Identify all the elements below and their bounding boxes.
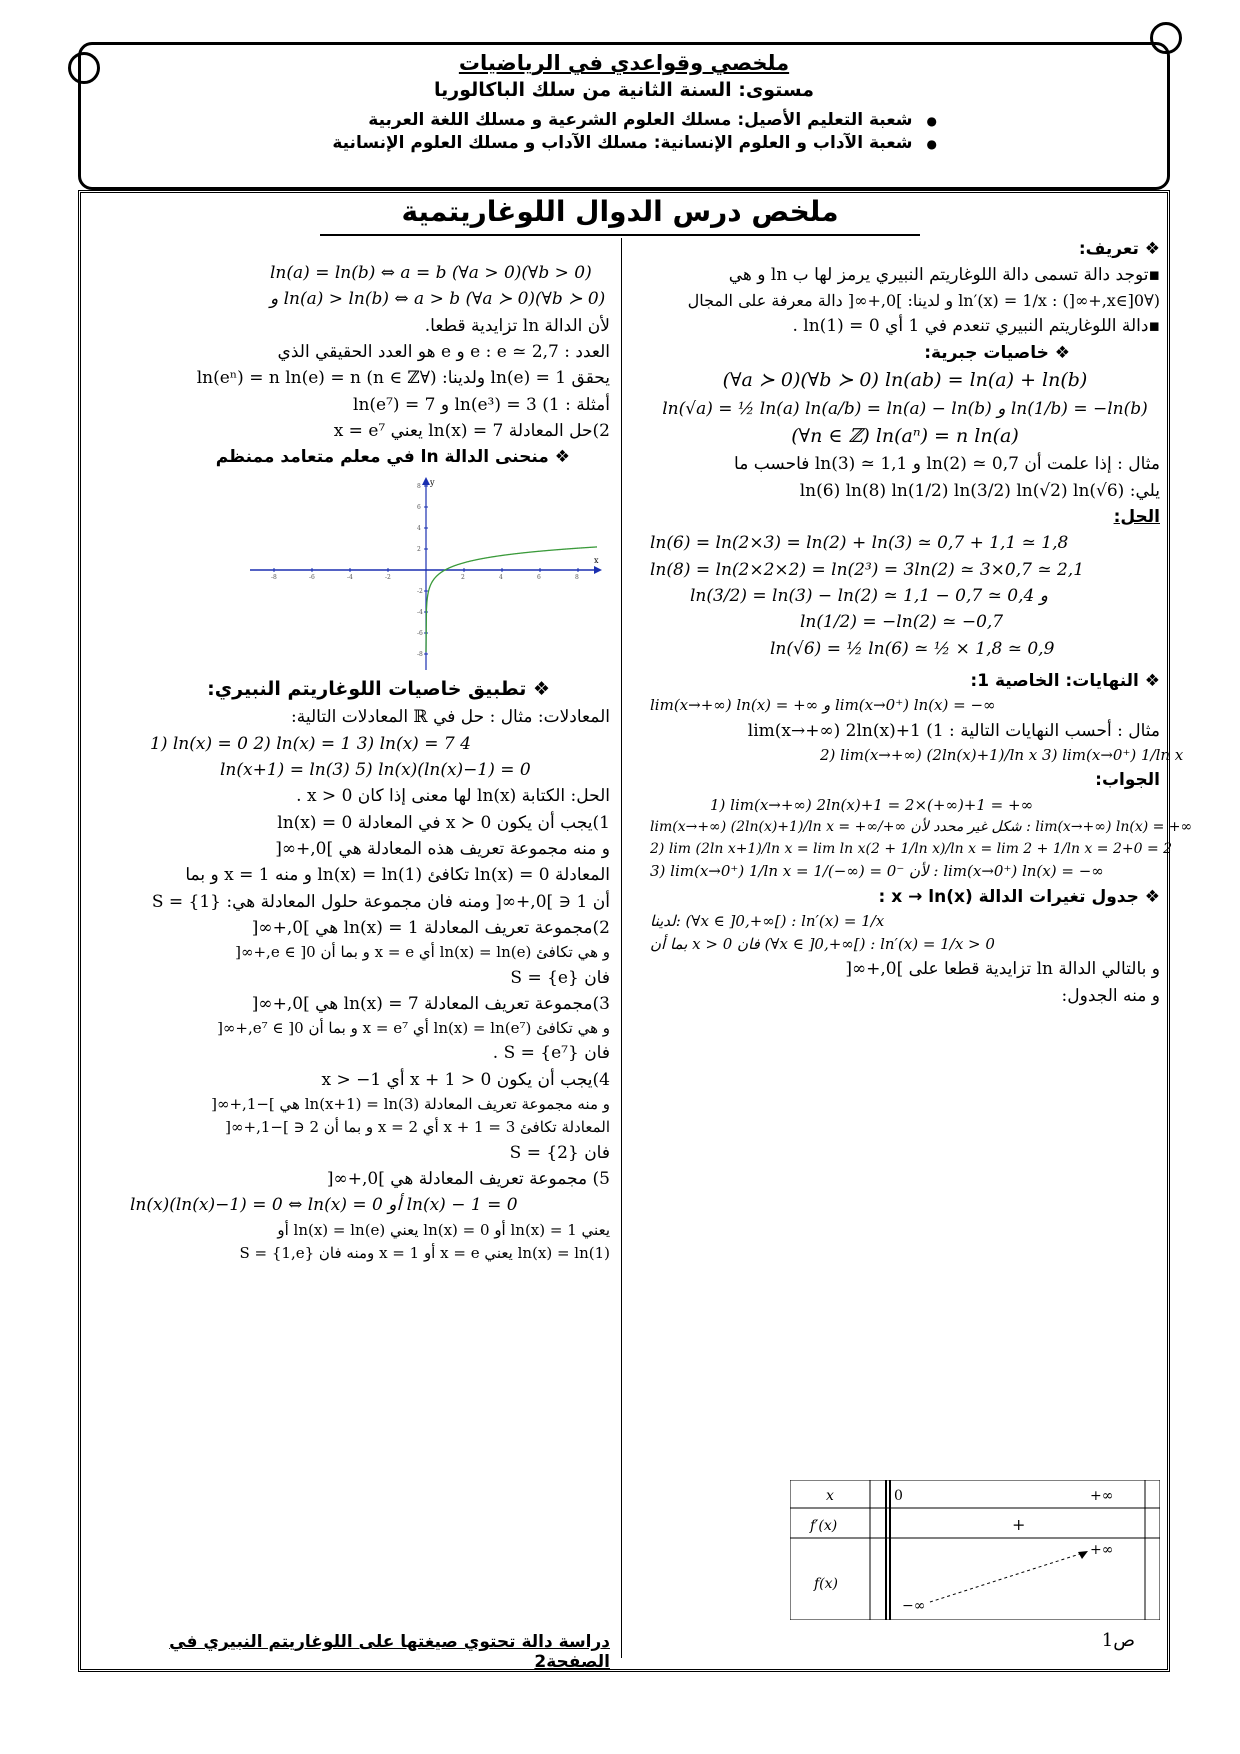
y-tick-label: 6 xyxy=(417,503,421,511)
formula: lim(x→+∞) ln(x) = +∞ و lim(x→0⁺) ln(x) = −∞ xyxy=(650,696,996,715)
definition-text: ▪دالة اللوغاريتم النبيري تنعدم في 1 أي ln(1) = 0 . xyxy=(792,316,1160,337)
x-axis-label: x xyxy=(594,555,599,565)
header-level: مستوى: السنة الثانية من سلك الباكالوريا xyxy=(433,79,815,101)
increasing-arrow xyxy=(930,1552,1086,1602)
x-tick-label: 4 xyxy=(499,573,503,581)
scroll-curl-icon xyxy=(68,52,100,84)
header-bullets xyxy=(217,107,937,156)
table-sign: + xyxy=(1012,1515,1026,1534)
main-title: ملخص درس الدوال اللوغاريتمية xyxy=(320,195,920,236)
text: 2)حل المعادلة ln(x) = 7 يعني x = e⁷ xyxy=(333,421,610,442)
formula: ln(6) = ln(2×3) = ln(2) + ln(3) ≃ 0,7 + 1,1 ≃ 1,8 xyxy=(650,533,1069,554)
solution-text: و هي تكافئ ln(x) = ln(e) أي x = e و بما أن e ∈ ]0,+∞[ xyxy=(235,943,610,962)
formula: بما أن x > 0 فان (∀x ∈ ]0,+∞[) : ln′(x) = 1/x > 0 xyxy=(650,935,995,954)
page-number: ص1 xyxy=(1101,1630,1135,1651)
formula: و ln(a) > ln(b) ⇔ a > b (∀a ≻ 0)(∀b ≻ 0) xyxy=(270,289,606,310)
footer-note: دراسة دالة تحتوي صيغتها على اللوغاريتم النبيري في الصفحة2 xyxy=(169,1632,610,1672)
text: لأن الدالة ln تزايدية قطعا. xyxy=(424,315,610,336)
x-tick-label: -4 xyxy=(347,573,353,581)
header-title: ملخصي وقواعدي في الرياضيات xyxy=(458,51,790,75)
formula: ln(8) = ln(2×2×2) = ln(2³) = 3ln(2) ≃ 3×0,7 ≃ 2,1 xyxy=(650,559,1085,580)
formula: 2) lim (2ln x+1)/ln x = lim ln x(2 + 1/ln x)/ln x = lim 2 + 1/ln x = 2+0 = 2 xyxy=(650,840,1173,857)
variation-table xyxy=(790,1480,1160,1620)
solution-text: و هي تكافئ ln(x) = ln(e⁷) أي x = e⁷ و بما أن e⁷ ∈ ]0,+∞[ xyxy=(217,1019,610,1038)
solution-heading: الحل: xyxy=(1113,507,1160,528)
solution-text: 2)مجموعة تعريف المعادلة ln(x) = 1 هي ]0,+∞[ xyxy=(251,917,610,938)
formula: lim(x→+∞) (2ln(x)+1)/ln x = +∞/+∞ شكل غير محدد لأن : lim(x→+∞) ln(x) = +∞ xyxy=(650,818,1193,835)
variation-text: و منه الجدول: xyxy=(1061,985,1160,1006)
y-tick-label: -8 xyxy=(417,650,423,658)
solution-text: 3)مجموعة تعريف المعادلة ln(x) = 7 هي ]0,+∞[ xyxy=(251,993,610,1014)
solution-text: يعني ln(x) = 1 أو ln(x) = 0 يعني ln(x) = ln(e) أو xyxy=(277,1220,610,1239)
x-tick-label: -8 xyxy=(271,573,277,581)
x-tick-label: 8 xyxy=(575,573,579,581)
y-tick-label: -4 xyxy=(417,608,423,616)
formula: ln(1/2) = −ln(2) ≃ −0,7 xyxy=(800,612,1004,633)
solution-text: 1)يجب أن يكون x ≻ 0 في المعادلة ln(x) = 0 xyxy=(277,812,610,833)
formula: ln(a) = ln(b) ⇔ a = b (∀a > 0)(∀b > 0) xyxy=(270,263,592,283)
formula: 2) lim(x→+∞) (2ln(x)+1)/ln x 3) lim(x→0⁺) 1/ln x xyxy=(820,746,1184,765)
header-scroll xyxy=(78,42,1170,190)
solution-text: الحل: الكتابة ln(x) لها معنى إذا كان x > 0 . xyxy=(296,786,610,807)
definition-heading: ❖ تعريف: xyxy=(1078,239,1160,259)
solution-text: 5) مجموعة تعريف المعادلة هي ]0,+∞[ xyxy=(326,1169,610,1189)
solution-text: أن 1 ∈ ]0,+∞[ ومنه فان مجموعة حلول المعادلة هي: S = {1} xyxy=(151,891,610,912)
ln-curve-graph xyxy=(250,475,610,675)
solution-text: 4)يجب أن يكون x + 1 > 0 أي x > −1 xyxy=(321,1069,610,1090)
column-divider xyxy=(621,238,622,1658)
table-row-fprime: f′(x) xyxy=(810,1518,838,1534)
solution-text: فان S = {2} xyxy=(509,1142,610,1163)
text: أمثلة : 1) ln(e³) = 3 و 7 = ln(e⁷) xyxy=(353,394,610,415)
x-tick-label: -6 xyxy=(309,573,315,581)
formula: ln(3/2) = ln(3) − ln(2) ≃ 1,1 − 0,7 ≃ 0,4 و xyxy=(690,586,1048,607)
variation-heading: ❖ جدول تغيرات الدالة x → ln(x) : xyxy=(878,886,1160,907)
solution-text: المعادلة ln(x) = 0 تكافئ ln(x) = ln(1) و منه x = 1 و بما xyxy=(185,865,610,886)
formula: لدينا: (∀x ∈ ]0,+∞[) : ln′(x) = 1/x xyxy=(650,911,885,930)
scroll-curl-icon xyxy=(1150,22,1182,54)
y-tick-label: 8 xyxy=(417,482,421,490)
example-text: يلي: ln(6) ln(8) ln(1/2) ln(3/2) ln(√2) ln(√6) xyxy=(799,480,1160,501)
left-column xyxy=(90,260,610,1265)
solution-text: فان S = {e} xyxy=(510,967,610,988)
algebraic-heading: ❖ خاصيات جبرية: xyxy=(924,342,1070,363)
y-tick-label: 4 xyxy=(417,524,421,532)
example-text: مثال : أحسب النهايات التالية : 1) lim(x→+∞) 2ln(x)+1 xyxy=(747,720,1160,741)
example-text: مثال : إذا علمت أن ln(2) ≃ 0,7 و ln(3) ≃ 1,1 فاحسب ما xyxy=(734,454,1160,475)
ln-curve xyxy=(426,547,597,652)
table-row-x: x xyxy=(826,1488,834,1504)
formula: ln(x)(ln(x)−1) = 0 ⇔ ln(x) = 0 أو ln(x) − 1 = 0 xyxy=(130,1195,518,1216)
header-bullet: ● شعبة الآداب و العلوم الإنسانية: مسلك الآداب و مسلك العلوم الإنسانية xyxy=(217,133,937,153)
solution-text: فان S = {e⁷} . xyxy=(492,1043,610,1064)
equations-heading: المعادلات: مثال : حل في ℝ المعادلات التالية: xyxy=(290,707,610,728)
table-xinf: +∞ xyxy=(1090,1488,1114,1504)
formula: 3) lim(x→0⁺) 1/ln x = 1/(−∞) = 0⁻ لأن : lim(x→0⁺) ln(x) = −∞ xyxy=(650,862,1104,881)
text: العدد : e : e ≃ 2,7 و e هو العدد الحقيقي الذي xyxy=(277,342,610,363)
right-column xyxy=(650,236,1193,1009)
formula: ln(√a) = ½ ln(a) ln(a/b) = ln(a) − ln(b) و ln(1/b) = −ln(b) xyxy=(662,398,1148,419)
x-tick-label: 6 xyxy=(537,573,541,581)
y-tick-label: 2 xyxy=(417,545,421,553)
limits-heading: ❖ النهايات: الخاصية 1: xyxy=(970,671,1160,692)
variation-text: و بالتالي الدالة ln تزايدية قطعا على ]0,+∞[ xyxy=(845,959,1160,980)
y-axis-label: y xyxy=(430,477,435,487)
solution-text: و منه مجموعة تعريف هذه المعادلة هي ]0,+∞[ xyxy=(275,838,610,859)
x-tick-label: 2 xyxy=(461,573,465,581)
formula: 1) ln(x) = 0 2) ln(x) = 1 3) ln(x) = 7 4 xyxy=(150,733,471,754)
solution-text: ln(x) = ln(1) يعني x = e أو x = 1 ومنه فان S = {1,e} xyxy=(239,1243,610,1262)
table-finf: +∞ xyxy=(1090,1542,1114,1558)
definition-text: ▪توجد دالة تسمى دالة اللوغاريتم النبيري يرمز لها ب ln و هي xyxy=(728,265,1160,286)
answer-heading: الجواب: xyxy=(1095,770,1160,791)
formula: 1) lim(x→+∞) 2ln(x)+1 = 2×(+∞)+1 = +∞ xyxy=(710,795,1034,814)
solution-text: المعادلة تكافئ x + 1 = 3 أي x = 2 و بما أن 2 ∈ ]−1,+∞[ xyxy=(225,1118,610,1137)
x-tick-label: -2 xyxy=(385,573,391,581)
curve-heading: ❖ منحنى الدالة ln في معلم متعامد ممنظم xyxy=(215,447,570,468)
solution-text: و منه مجموعة تعريف المعادلة ln(x+1) = ln(3) هي ]−1,+∞[ xyxy=(211,1095,610,1114)
formula: ln(x+1) = ln(3) 5) ln(x)(ln(x)−1) = 0 xyxy=(220,759,531,780)
table-fminus: −∞ xyxy=(902,1598,926,1614)
table-row-f: f(x) xyxy=(814,1576,839,1592)
formula: (∀a ≻ 0)(∀b ≻ 0) ln(ab) = ln(a) + ln(b) xyxy=(722,369,1088,392)
definition-text: (∀x∈]0,+∞[) : ln′(x) = 1/x و لدينا: ]0,+∞[ دالة معرفة على المجال xyxy=(687,290,1160,310)
y-tick-label: -2 xyxy=(417,587,423,595)
text: يحقق ln(e) = 1 ولدينا: (∀n ∈ ℤ) ln(eⁿ) = n ln(e) = n xyxy=(196,368,610,389)
table-x0: 0 xyxy=(894,1488,903,1504)
header-bullet: ● شعبة التعليم الأصيل: مسلك العلوم الشرعية و مسلك اللغة العربية xyxy=(217,110,937,130)
y-tick-label: -6 xyxy=(417,629,423,637)
application-heading: ❖ تطبيق خاصيات اللوغاريتم النبيري: xyxy=(207,677,550,700)
arrow-head-icon xyxy=(1078,1551,1088,1559)
formula: ln(√6) = ½ ln(6) ≃ ½ × 1,8 ≃ 0,9 xyxy=(770,638,1055,659)
formula: (∀n ∈ ℤ) ln(aⁿ) = n ln(a) xyxy=(791,424,1019,447)
